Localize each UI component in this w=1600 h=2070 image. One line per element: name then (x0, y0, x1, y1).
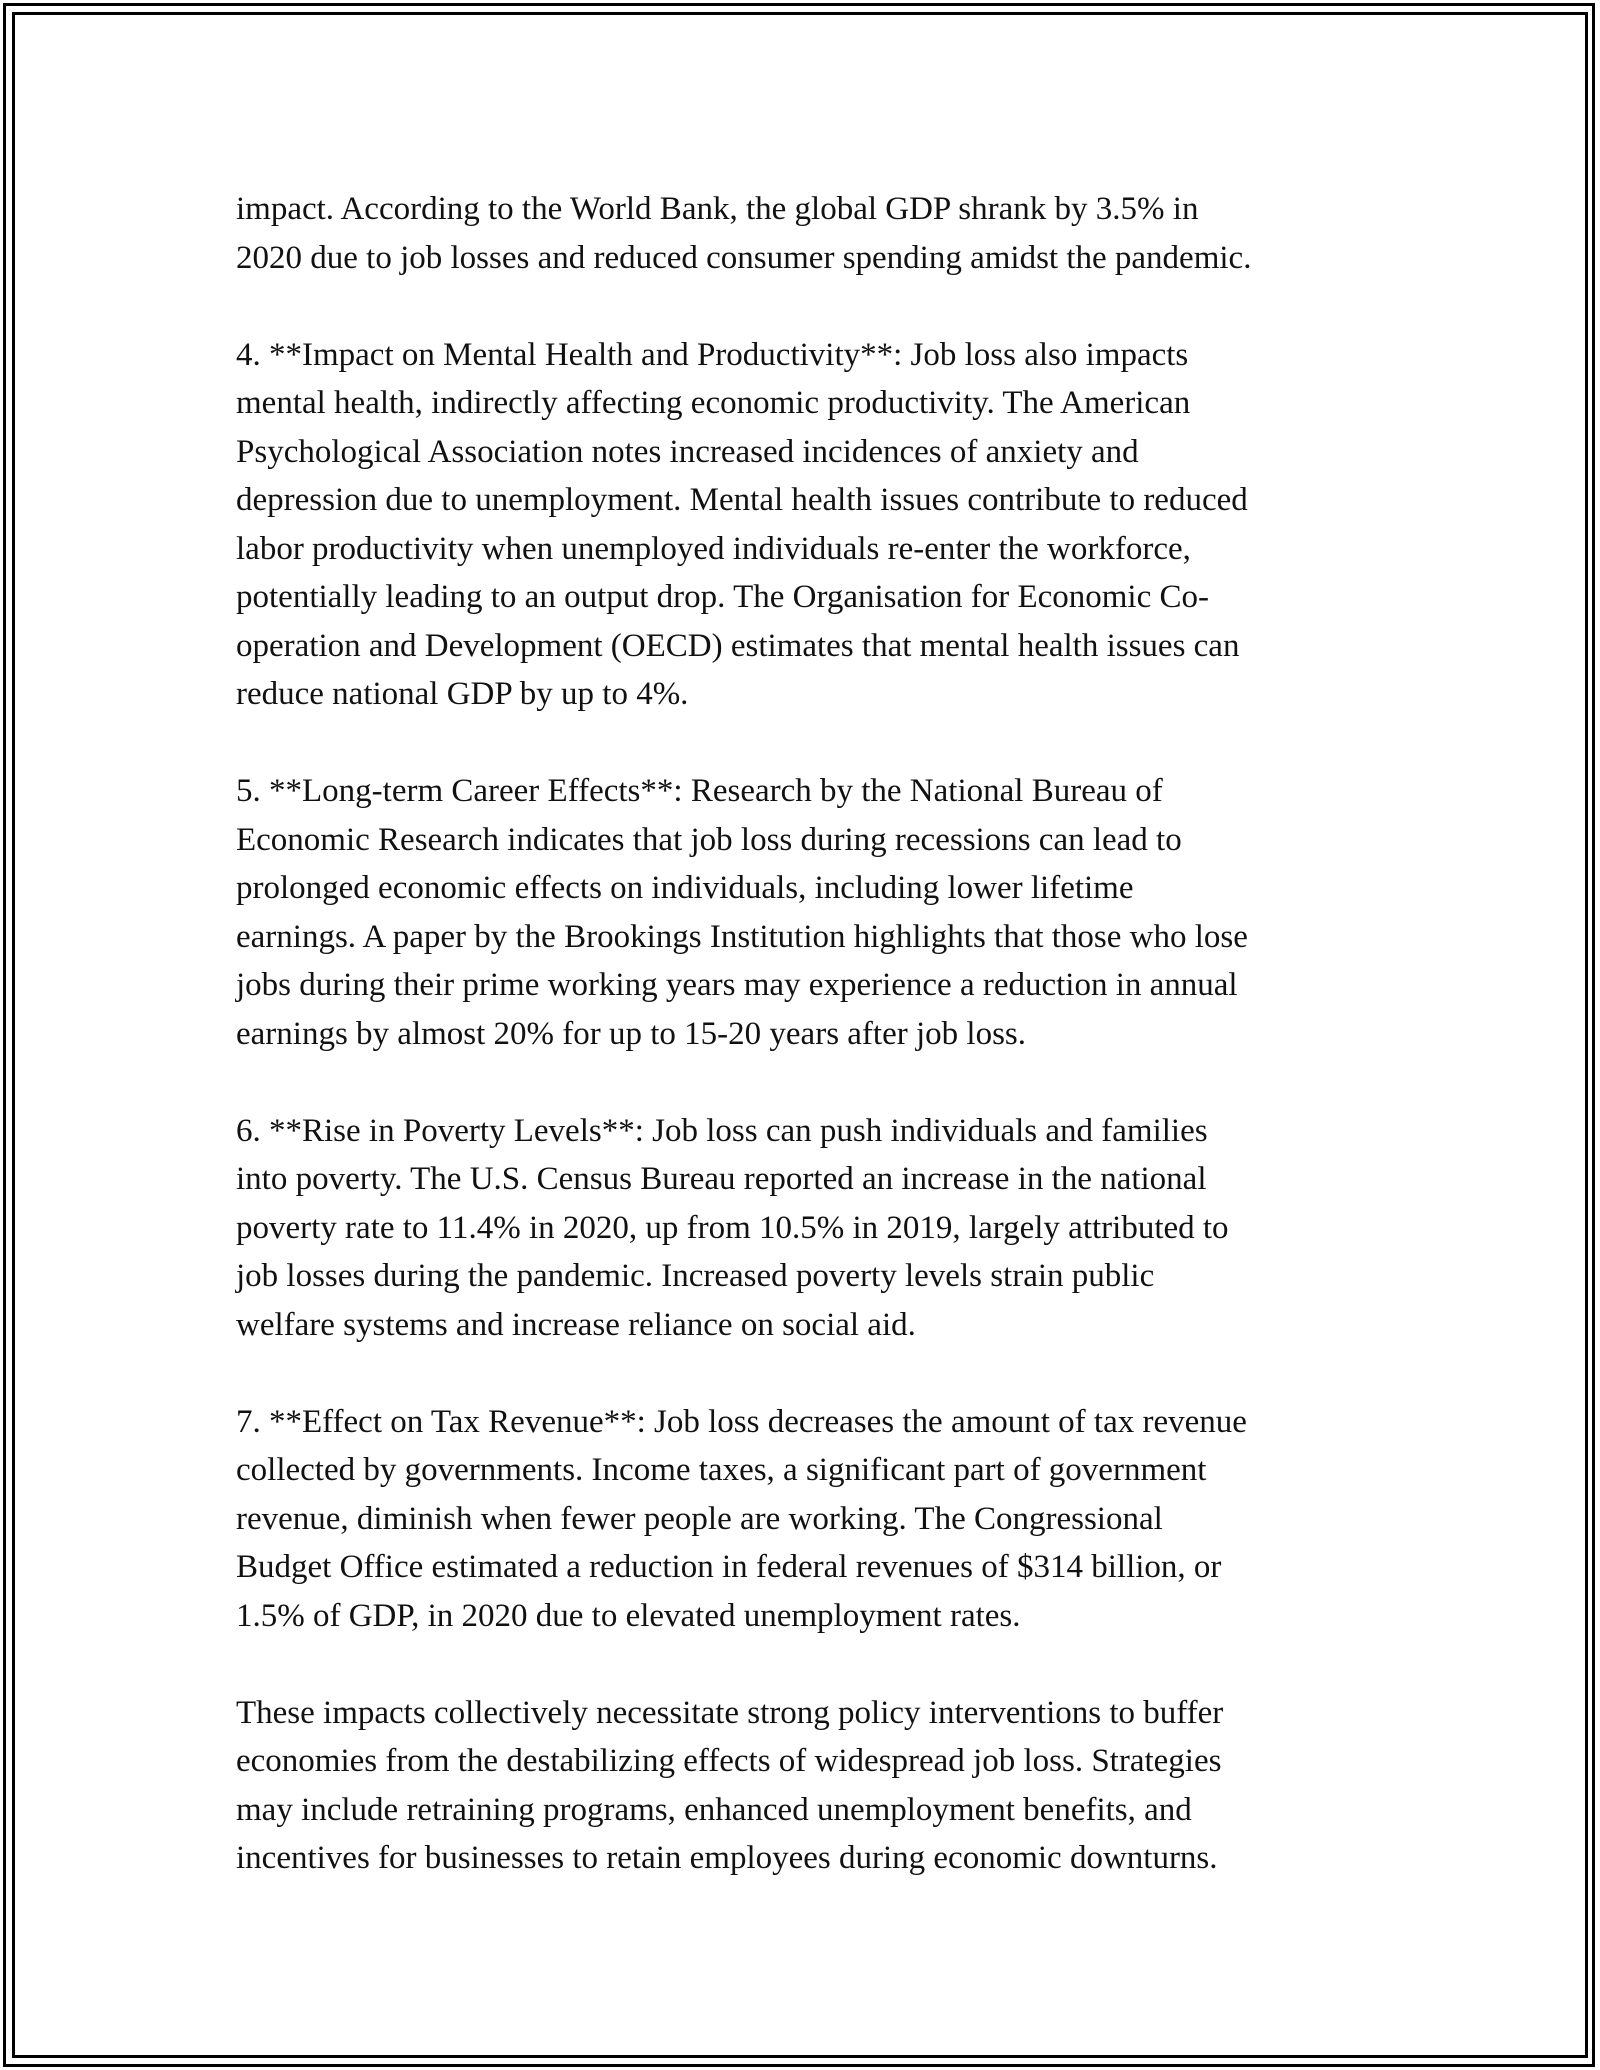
text-line: 1.5% of GDP, in 2020 due to elevated unemployment rates. (236, 1597, 1021, 1634)
text-line: job losses during the pandemic. Increased poverty levels strain public (236, 1258, 1155, 1294)
text-line: 5. **Long-term Career Effects**: Research by the National Bureau of (236, 773, 1163, 809)
text-line: Budget Office estimated a reduction in federal revenues of $314 billion, or (236, 1549, 1222, 1585)
text-line: mental health, indirectly affecting economic productivity. The American (236, 385, 1191, 421)
text-line: 2020 due to job losses and reduced consumer spending amidst the pandemic. (236, 239, 1252, 276)
text-line: labor productivity when unemployed individuals re-enter the workforce, (236, 530, 1191, 567)
text-line: 4. **Impact on Mental Health and Productivity**: Job loss also impacts (236, 336, 1189, 373)
text-line: economies from the destabilizing effects of widespread job loss. Strategies (236, 1743, 1222, 1779)
text-line: jobs during their prime working years may experience a reduction in annual (236, 967, 1238, 1003)
text-line: may include retraining programs, enhanced unemployment benefits, and (236, 1791, 1192, 1828)
text-line: revenue, diminish when fewer people are working. The Congressional (236, 1500, 1163, 1537)
document-body (236, 185, 1376, 1931)
paragraph-conclusion (236, 1689, 1376, 1883)
text-line: Psychological Association notes increased incidences of anxiety and (236, 433, 1139, 470)
paragraph-tax-revenue (236, 1398, 1376, 1641)
text-line: prolonged economic effects on individuals, including lower lifetime (236, 870, 1134, 906)
text-line: 7. **Effect on Tax Revenue**: Job loss decreases the amount of tax revenue (236, 1403, 1247, 1440)
paragraph-career-effects (236, 767, 1376, 1058)
text-line: Economic Research indicates that job loss during recessions can lead to (236, 821, 1182, 858)
paragraph-poverty-levels (236, 1107, 1376, 1350)
text-line: into poverty. The U.S. Census Bureau reported an increase in the national (236, 1161, 1207, 1197)
paragraph-mental-health (236, 331, 1376, 719)
text-line: welfare systems and increase reliance on social aid. (236, 1306, 916, 1343)
paragraph-gdp-impact (236, 185, 1376, 282)
text-line: depression due to unemployment. Mental health issues contribute to reduced (236, 482, 1248, 518)
text-line: operation and Development (OECD) estimates that mental health issues can (236, 627, 1240, 664)
text-line: potentially leading to an output drop. The Organisation for Economic Co- (236, 579, 1210, 615)
text-line: collected by governments. Income taxes, a significant part of government (236, 1452, 1207, 1488)
text-line: earnings. A paper by the Brookings Institution highlights that those who lose (236, 918, 1248, 955)
text-line: poverty rate to 11.4% in 2020, up from 10.5% in 2019, largely attributed to (236, 1209, 1229, 1246)
text-line: These impacts collectively necessitate strong policy interventions to buffer (236, 1694, 1224, 1731)
text-line: impact. According to the World Bank, the global GDP shrank by 3.5% in (236, 191, 1199, 227)
text-line: reduce national GDP by up to 4%. (236, 676, 689, 712)
text-line: earnings by almost 20% for up to 15-20 years after job loss. (236, 1015, 1027, 1052)
text-line: incentives for businesses to retain employees during economic downturns. (236, 1840, 1218, 1876)
text-line: 6. **Rise in Poverty Levels**: Job loss can push individuals and families (236, 1112, 1208, 1149)
